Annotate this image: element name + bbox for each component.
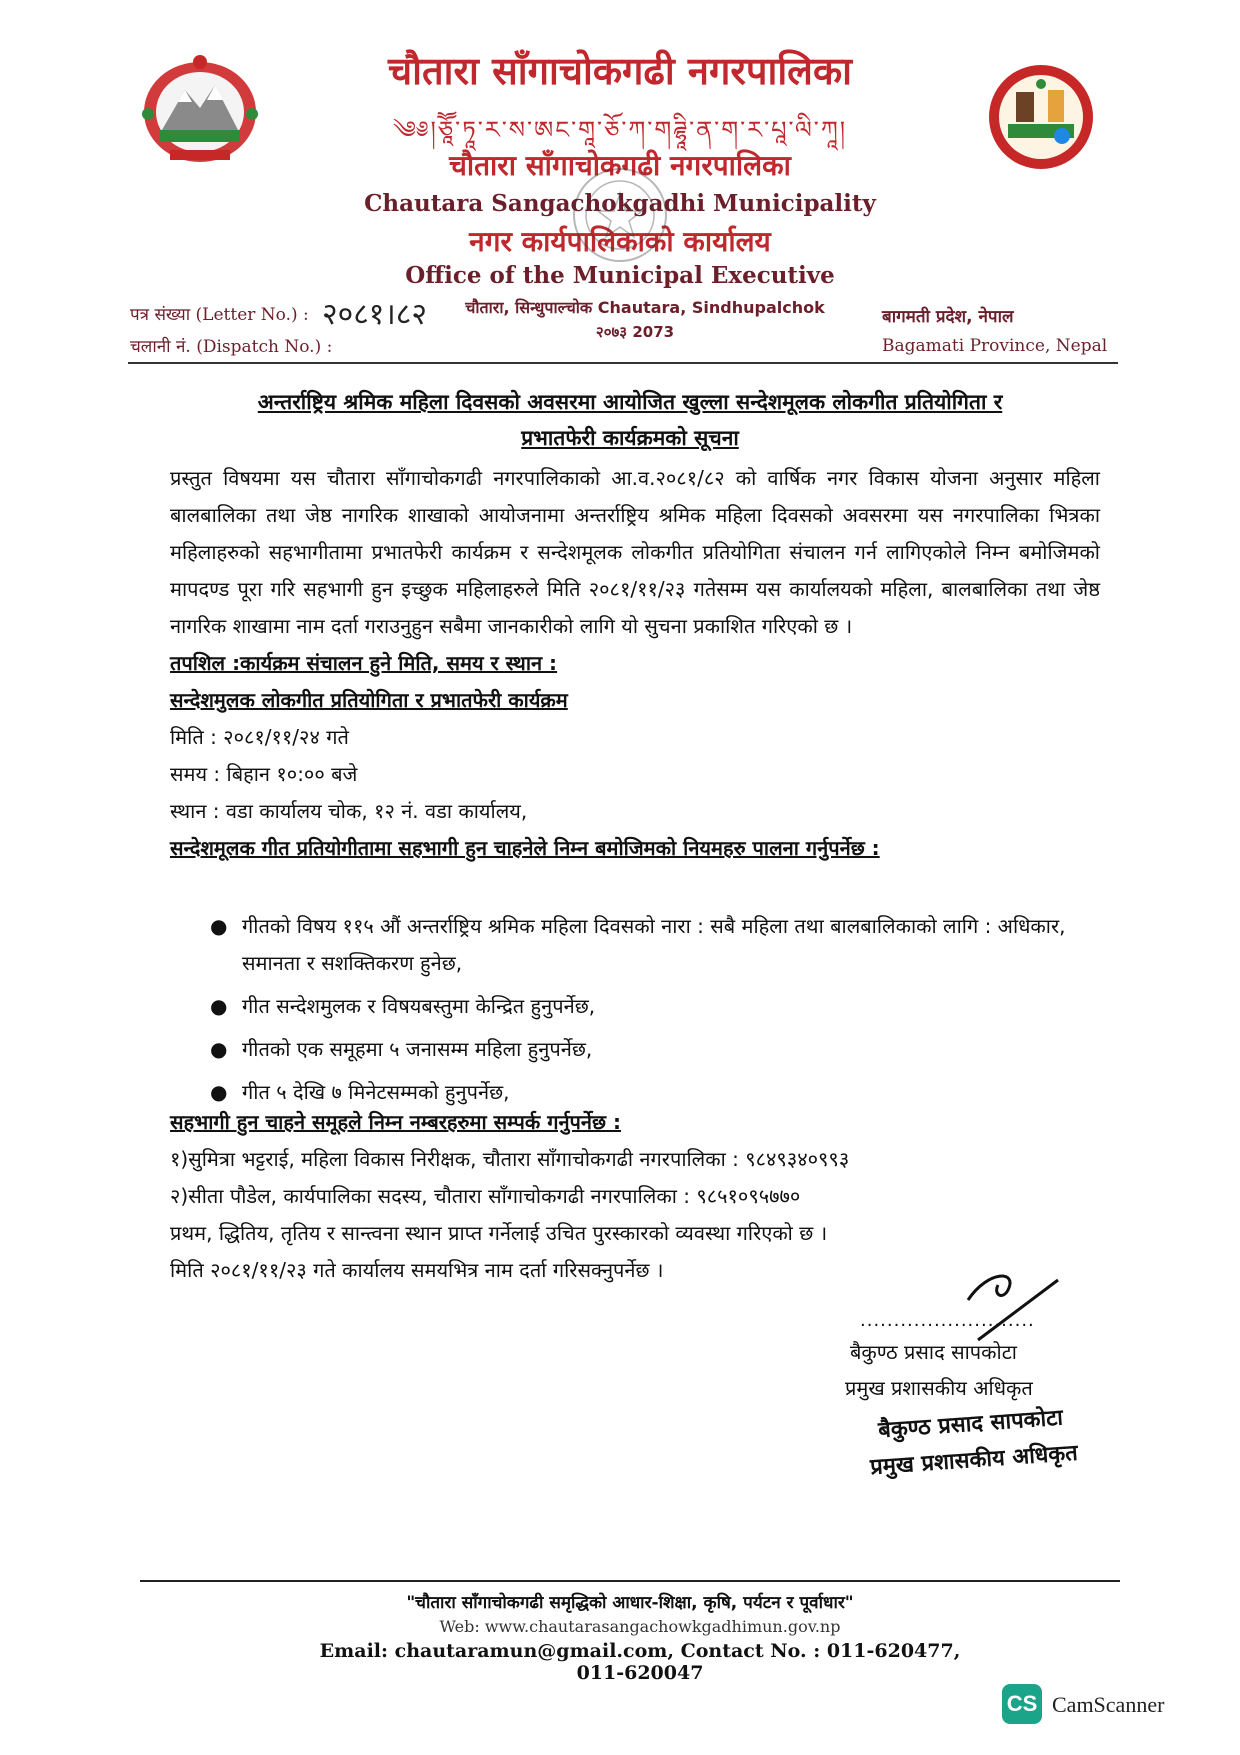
header-divider xyxy=(128,362,1118,364)
contact-1: १)सुमित्रा भट्टराई, महिला विकास निरीक्षक, चौतारा साँगाचोकगढी नगरपालिका : ९८४९३४०९९३ xyxy=(170,1147,850,1171)
office-address: चौतारा, सिन्धुपाल्चोक Chautara, Sindhupalchok xyxy=(465,298,825,317)
bullet-dot-icon: ● xyxy=(210,1037,228,1061)
nepal-emblem-icon xyxy=(130,50,270,170)
details-heading: तपशिल :कार्यक्रम संचालन हुने मिति, समय र स्थान : xyxy=(170,651,558,675)
rule-item-text: गीत सन्देशमुलक र विषयबस्तुमा केन्द्रित हुनुपर्नेछ, xyxy=(242,994,596,1018)
notice-title xyxy=(170,384,1090,456)
footer-divider xyxy=(140,1580,1120,1582)
official-seal-icon xyxy=(570,165,670,265)
rules-heading: सन्देशमूलक गीत प्रतियोगीतामा सहभागी हुन चाहनेले निम्न बमोजिमको नियमहरु पालना गर्नुपर्नेछ : xyxy=(170,836,880,860)
program-place: स्थान : वडा कार्यालय चोक, १२ नं. वडा कार्यालय, xyxy=(170,799,528,823)
office-title-english: Office of the Municipal Executive xyxy=(405,262,835,289)
program-heading: सन्देशमुलक लोकगीत प्रतियोगिता र प्रभातफेरी कार्यक्रम xyxy=(170,688,568,712)
province-english: Bagamati Province, Nepal xyxy=(882,336,1108,356)
municipality-title-nepali: चौतारा साँगाचोकगढी नगरपालिका xyxy=(388,49,852,93)
rule-item-text: गीतको एक समूहमा ५ जनासम्म महिला हुनुपर्नेछ, xyxy=(242,1037,593,1061)
notice-title-line-1: अन्तर्राष्ट्रिय श्रमिक महिला दिवसको अवसरमा आयोजित खुल्ला सन्देशमूलक लोकगीत प्रतियोगिता र xyxy=(257,390,1003,414)
municipality-logo-icon xyxy=(986,62,1096,172)
letter-no-value: २०८१।८२ xyxy=(322,297,427,332)
office-title-nepali: नगर कार्यपालिकाको कार्यालय xyxy=(469,225,771,258)
bullet-dot-icon: ● xyxy=(210,994,228,1018)
rule-item-text: गीत ५ देखि ७ मिनेटसम्मको हुनुपर्नेछ, xyxy=(242,1080,510,1104)
deadline-line: मिति २०८१/११/२३ गते कार्यालय समयभित्र नाम दर्ता गरिसक्नुपर्नेछ । xyxy=(170,1258,664,1282)
program-date: मिति : २०८१/११/२४ गते xyxy=(170,725,349,749)
rule-item xyxy=(210,988,1110,1025)
camscanner-label: CamScanner xyxy=(1052,1692,1165,1717)
rule-item-text: गीतको विषय ११५ औं अन्तर्राष्ट्रिय श्रमिक महिला दिवसको नारा : सबै महिला तथा बालबालिकाको लागि : अधिकार, समानता र सशक्तिकरण हुनेछ, xyxy=(242,914,1066,975)
contact-heading: सहभागी हुन चाहने समूहले निम्न नम्बरहरुमा सम्पर्क गर्नुपर्नेछ : xyxy=(170,1110,622,1134)
signatory-name: बैकुण्ठ प्रसाद सापकोटा xyxy=(850,1340,1017,1364)
signatory-title: प्रमुख प्रशासकीय अधिकृत xyxy=(845,1376,1033,1400)
municipality-title-english: Chautara Sangachokgadhi Municipality xyxy=(364,190,876,217)
municipality-title-tibetan: ༄༅།ཅཱཽ་ཏཱ་ར་ས་ཨང་གཱ་ཅོ་ཀ་གཌྷཱི་ན་ག་ར་པཱ་ལི་ཀཱ། xyxy=(392,116,848,144)
contact-2: २)सीता पौडेल, कार्यपालिका सदस्य, चौतारा साँगाचोकगढी नगरपालिका : ९८५१०९५७७० xyxy=(170,1184,801,1208)
bullet-dot-icon: ● xyxy=(210,914,228,938)
program-time: समय : बिहान १०:०० बजे xyxy=(170,762,358,786)
rule-item xyxy=(210,908,1110,982)
rules-list xyxy=(210,908,1110,1117)
stamp-title: प्रमुख प्रशासकीय अधिकृत xyxy=(869,1440,1079,1481)
camscanner-logo-icon: CS xyxy=(1002,1684,1042,1724)
municipality-title-alt-script: चौतारा साँगाचोकगढी नगरपालिका xyxy=(449,149,791,182)
bullet-dot-icon: ● xyxy=(210,1080,228,1104)
dispatch-no-label: चलानी नं. (Dispatch No.) : xyxy=(130,337,333,357)
rule-item xyxy=(210,1031,1110,1068)
footer-email-contact: Email: chautaramun@gmail.com, Contact No. : 011-620477, 011-620047 xyxy=(319,1640,961,1684)
stamp-name: बैकुण्ठ प्रसाद सापकोटा xyxy=(877,1405,1064,1444)
notice-title-line-2: प्रभातफेरी कार्यक्रमको सूचना xyxy=(521,426,739,450)
notice-body xyxy=(170,460,1100,867)
province-nepali: बागमती प्रदेश, नेपाल xyxy=(882,307,1014,327)
notice-intro-paragraph: प्रस्तुत विषयमा यस चौतारा साँगाचोकगढी नगरपालिकाको आ.व.२०८१/८२ को वार्षिक नगर विकास योजना अनुसार महिला बालबालिका तथा जेष्ठ नागरिक शाखाको आयोजनामा अन्तर्राष्ट्रिय श्रमिक महिला दिवसको अवसरमा यस नगरपालिका भित्रका महिलाहरुको सहभागीतामा प्रभातफेरी कार्यक्रम र सन्देशमूलक लोकगीत प्रतियोगिता संचालन गर्न लागिएकोले निम्न बमोजिमको मापदण्ड पूरा गरि सहभागी हुन इच्छुक महिलाहरुले मिति २०८१/११/२३ गतेसम्म यस कार्यालयको महिला, बालबालिका तथा जेष्ठ नागरिक शाखामा नाम दर्ता गराउनुहुन सबैमा जानकारीको लागि यो सुचना प्रकाशित गरिएको छ । xyxy=(170,466,1100,638)
footer-website: Web: www.chautarasangachowkgadhimun.gov.np xyxy=(439,1617,841,1636)
letter-no-label: पत्र संख्या (Letter No.) : xyxy=(130,305,309,325)
signature-dots: .......................... xyxy=(860,1310,1035,1331)
footer-slogan: "चौतारा साँगाचोकगढी समृद्धिको आधार-शिक्षा, कृषि, पर्यटन र पूर्वाधार" xyxy=(406,1593,854,1613)
prize-line: प्रथम, द्धितिय, तृतिय र सान्त्वना स्थान प्राप्त गर्नेलाई उचित पुरस्कारको व्यवस्था गरिएको छ । xyxy=(170,1221,828,1245)
established-year: २०७३ 2073 xyxy=(595,323,675,341)
